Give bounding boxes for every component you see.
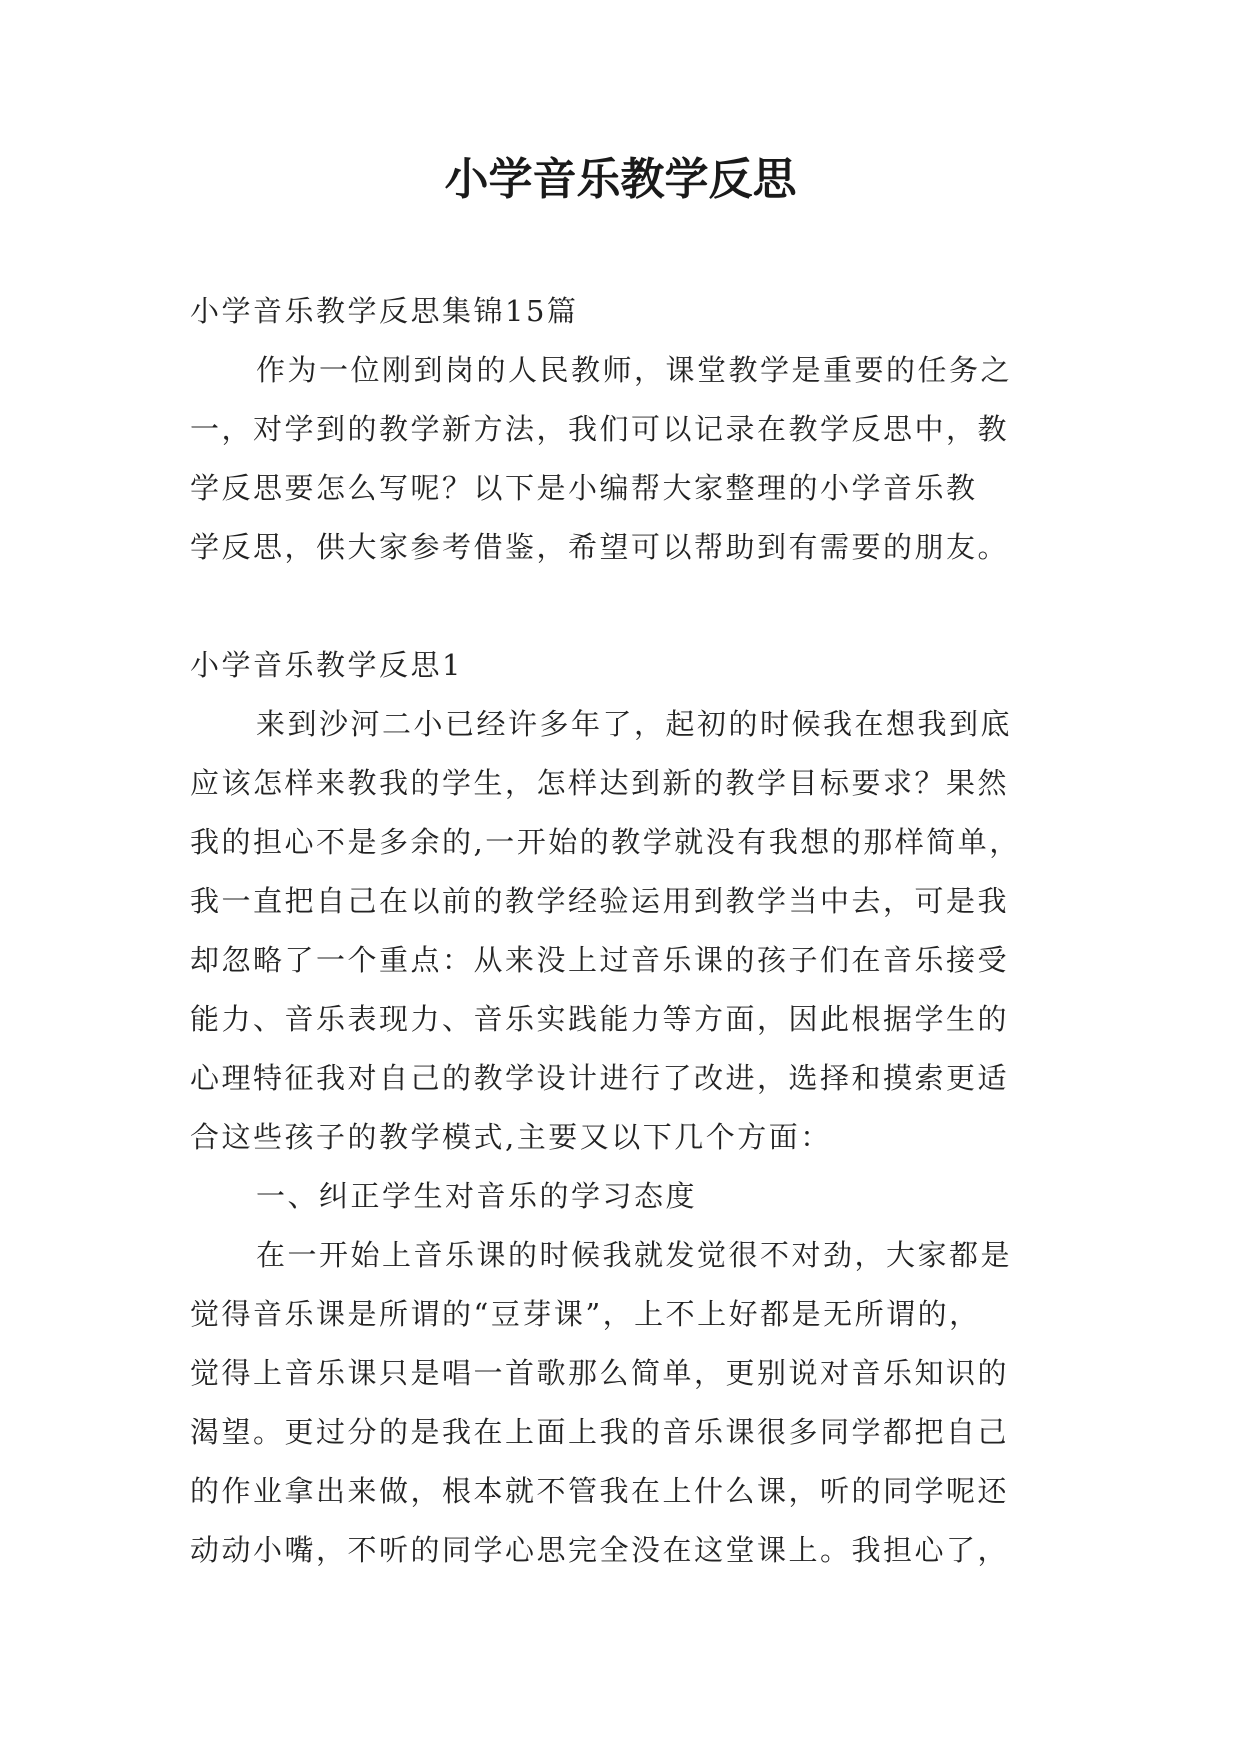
paragraph-line: 作为一位刚到岗的人民教师，课堂教学是重要的任务之 bbox=[256, 353, 1013, 387]
paragraph-line: 渴望。更过分的是我在上面上我的音乐课很多同学都把自己 bbox=[190, 1415, 1010, 1449]
paragraph-line: 我的担心不是多余的,一开始的教学就没有我想的那样简单， bbox=[190, 825, 1021, 859]
paragraph-line: 学反思要怎么写呢？以下是小编帮大家整理的小学音乐教 bbox=[190, 471, 978, 505]
paragraph-line: 一，对学到的教学新方法，我们可以记录在教学反思中，教 bbox=[190, 412, 1010, 446]
paragraph-line: 在一开始上音乐课的时候我就发觉很不对劲，大家都是 bbox=[256, 1238, 1013, 1272]
document-body bbox=[190, 282, 1070, 1580]
subtitle-line: 小学音乐教学反思集锦15篇 bbox=[190, 294, 579, 328]
paragraph-line: 应该怎样来教我的学生，怎样达到新的教学目标要求？果然 bbox=[190, 766, 1010, 800]
paragraph-line: 心理特征我对自己的教学设计进行了改进，选择和摸索更适 bbox=[190, 1061, 1010, 1095]
paragraph-line: 能力、音乐表现力、音乐实践能力等方面，因此根据学生的 bbox=[190, 1002, 1010, 1036]
paragraph-line: 动动小嘴，不听的同学心思完全没在这堂课上。我担心了， bbox=[190, 1533, 1010, 1567]
paragraph-line: 合这些孩子的教学模式,主要又以下几个方面： bbox=[190, 1120, 832, 1154]
paragraph-line: 却忽略了一个重点：从来没上过音乐课的孩子们在音乐接受 bbox=[190, 943, 1010, 977]
paragraph-line: 来到沙河二小已经许多年了，起初的时候我在想我到底 bbox=[256, 707, 1013, 741]
section-heading: 小学音乐教学反思1 bbox=[190, 648, 463, 682]
paragraph-line: 我一直把自己在以前的教学经验运用到教学当中去，可是我 bbox=[190, 884, 1010, 918]
paragraph-line: 觉得音乐课是所谓的“豆芽课”，上不上好都是无所谓的， bbox=[190, 1297, 981, 1331]
subsection-heading: 一、纠正学生对音乐的学习态度 bbox=[256, 1179, 698, 1213]
paragraph-line: 的作业拿出来做，根本就不管我在上什么课，听的同学呢还 bbox=[190, 1474, 1010, 1508]
page-title: 小学音乐教学反思 bbox=[444, 154, 797, 205]
paragraph-line: 学反思，供大家参考借鉴，希望可以帮助到有需要的朋友。 bbox=[190, 530, 1010, 564]
blank-line bbox=[190, 577, 1070, 636]
paragraph-line: 觉得上音乐课只是唱一首歌那么简单，更别说对音乐知识的 bbox=[190, 1356, 1010, 1390]
